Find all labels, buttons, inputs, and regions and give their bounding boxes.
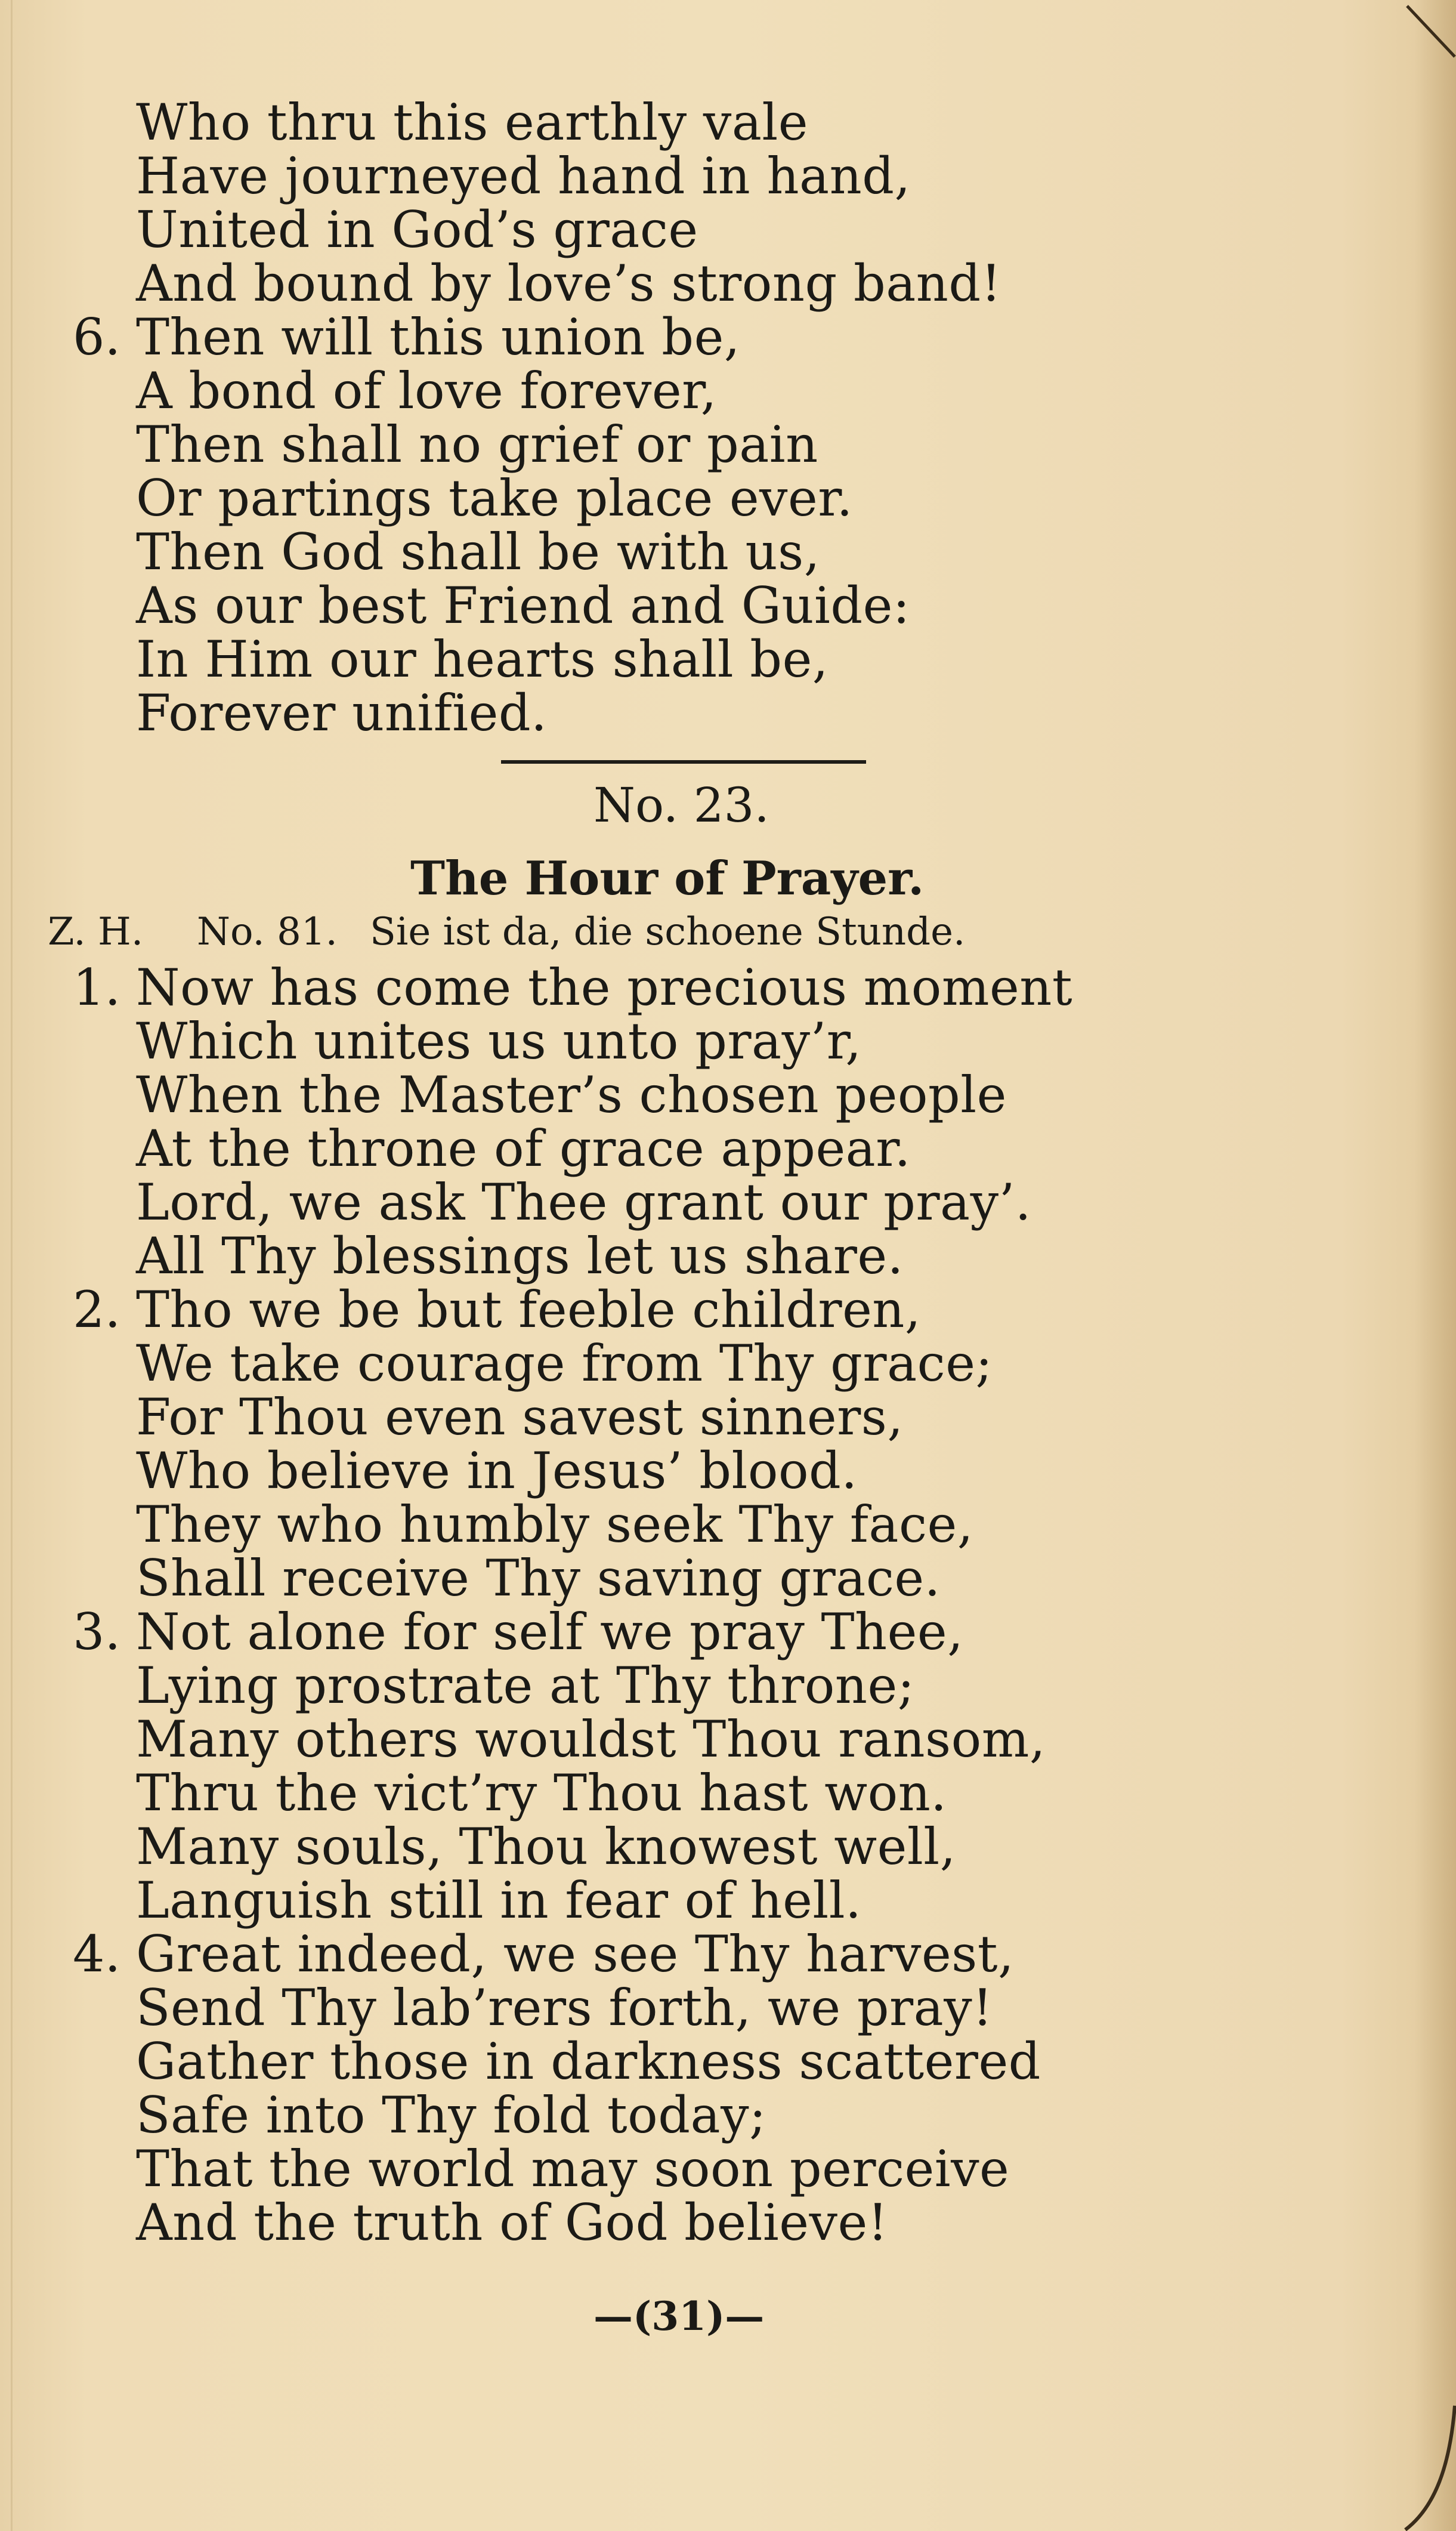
page-edge-shadow [1414, 0, 1456, 2531]
stanza-line: Or partings take place ever. [136, 469, 853, 527]
stanza-line: For Thou even savest sinners, [136, 1388, 904, 1446]
stanza-line: Tho we be but feeble children, [136, 1280, 922, 1339]
stanza-line: Lying prostrate at Thy throne; [136, 1656, 915, 1715]
hymn-title: The Hour of Prayer. [410, 851, 925, 906]
stanza-line: Lord, we ask Thee grant our pray’. [136, 1173, 1031, 1231]
stanza-line: Many others wouldst Thou ransom, [136, 1710, 1046, 1768]
stanza-line: We take courage from Thy grace; [136, 1334, 993, 1393]
binding-edge [11, 0, 13, 2531]
stanza-line: Gather those in darkness scattered [136, 2032, 1041, 2091]
stanza-line: Send Thy lab’rers forth, we pray! [136, 1978, 993, 2037]
stanza-line: Then will this union be, [136, 308, 740, 366]
stanza-line: When the Master’s chosen people [136, 1066, 1007, 1124]
prev-hymn-line: United in God’s grace [136, 200, 698, 259]
stanza-line: Not alone for self we pray Thee, [136, 1603, 964, 1661]
stanza-line: Languish still in fear of hell. [136, 1871, 862, 1930]
section-divider [501, 760, 866, 764]
stanza-number: 4. [73, 1925, 121, 1983]
stanza-line: In Him our hearts shall be, [136, 630, 829, 689]
prev-hymn-line: Who thru this earthly vale [136, 93, 808, 152]
stanza-line: Safe into Thy fold today; [136, 2086, 766, 2144]
stanza-number: 1. [73, 958, 121, 1017]
corner-mark-bottom-icon [1402, 2394, 1456, 2531]
stanza-line: Who believe in Jesus’ blood. [136, 1442, 858, 1500]
stanza-line: And the truth of God believe! [136, 2193, 888, 2252]
stanza-line: Then God shall be with us, [136, 523, 820, 581]
stanza-line: As our best Friend and Guide: [136, 576, 910, 635]
hymn-ref-book: Z. H. [48, 910, 144, 954]
prev-hymn-line: Have journeyed hand in hand, [136, 147, 911, 205]
stanza-line: They who humbly seek Thy face, [136, 1495, 973, 1554]
stanza-line: Many souls, Thou knowest well, [136, 1817, 956, 1876]
corner-mark-icon [1372, 0, 1456, 89]
stanza-line: Shall receive Thy saving grace. [136, 1549, 941, 1607]
hymn-number: No. 23. [593, 777, 769, 833]
stanza-line: Then shall no grief or pain [136, 415, 818, 474]
stanza-number: 6. [73, 308, 121, 366]
stanza-line: That the world may soon perceive [136, 2140, 1010, 2198]
stanza-number: 2. [73, 1280, 121, 1339]
prev-hymn-line: And bound by love’s strong band! [136, 254, 1001, 313]
stanza-line: At the throne of grace appear. [136, 1119, 911, 1178]
page-number: —(31)— [593, 2293, 765, 2339]
stanza-line: Which unites us unto pray’r, [136, 1012, 862, 1070]
hymn-ref-original-title: Sie ist da, die schoene Stunde. [370, 910, 966, 954]
stanza-line: Great indeed, we see Thy harvest, [136, 1925, 1015, 1983]
hymn-ref-number: No. 81. [197, 910, 338, 954]
stanza-line: Thru the vict’ry Thou hast won. [136, 1764, 947, 1822]
stanza-line: A bond of love forever, [136, 362, 717, 420]
stanza-line: Now has come the precious moment [136, 958, 1073, 1017]
stanza-line: Forever unified. [136, 684, 548, 742]
stanza-number: 3. [73, 1603, 121, 1661]
stanza-line: All Thy blessings let us share. [136, 1227, 904, 1285]
